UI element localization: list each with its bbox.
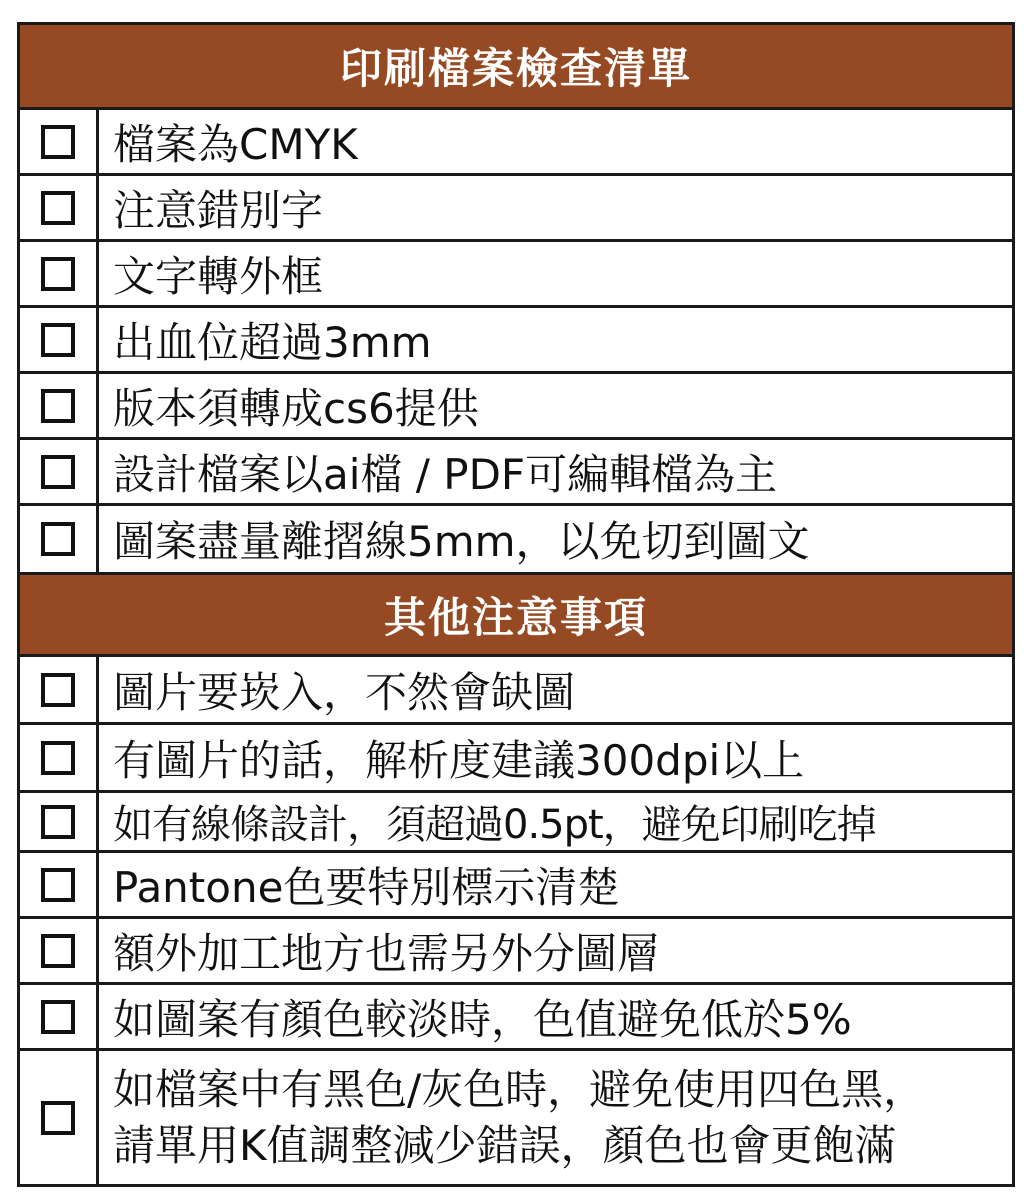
checklist-table bbox=[17, 22, 1015, 1187]
checkbox[interactable] bbox=[41, 673, 75, 707]
checklist-item-label: 檔案為CMYK bbox=[113, 119, 358, 169]
checklist-row bbox=[20, 440, 1012, 506]
checkbox[interactable] bbox=[41, 191, 75, 225]
checklist-item-label: 出血位超過3mm bbox=[113, 317, 432, 367]
checklist-item-label: 如有線條設計，須超過0.5pt，避免印刷吃掉 bbox=[113, 802, 876, 848]
checkbox-cell bbox=[20, 657, 99, 722]
checklist-item-label bbox=[99, 1051, 1012, 1184]
checkbox-cell bbox=[20, 919, 99, 982]
checkbox[interactable] bbox=[41, 1101, 75, 1135]
checklist-item-label: 額外加工地方也需另外分圖層 bbox=[113, 928, 660, 978]
checkbox-cell bbox=[20, 725, 99, 790]
checklist-row bbox=[20, 985, 1012, 1051]
checklist-row bbox=[20, 506, 1012, 572]
checkbox[interactable] bbox=[41, 125, 75, 159]
checklist-item-line: 請單用K值調整減少錯誤，顏色也會更飽滿 bbox=[113, 1120, 897, 1170]
checkbox-cell bbox=[20, 985, 99, 1048]
checklist-row bbox=[20, 176, 1012, 242]
checklist-row bbox=[20, 919, 1012, 985]
section-header-other-notes: 其他注意事項 bbox=[20, 572, 1012, 657]
checkbox[interactable] bbox=[41, 455, 75, 489]
checkbox[interactable] bbox=[41, 805, 75, 839]
checklist-item-label: 文字轉外框 bbox=[113, 251, 324, 301]
checkbox-cell bbox=[20, 374, 99, 437]
checklist-item-label: 圖案盡量離摺線5mm，以免切到圖文 bbox=[113, 517, 810, 566]
checklist-row bbox=[20, 374, 1012, 440]
checkbox-cell bbox=[20, 176, 99, 239]
checklist-row bbox=[20, 1051, 1012, 1184]
checklist-row bbox=[20, 110, 1012, 176]
checkbox[interactable] bbox=[41, 522, 75, 556]
checkbox[interactable] bbox=[41, 868, 75, 902]
checkbox-cell bbox=[20, 110, 99, 173]
section-header-print-checklist: 印刷檔案檢查清單 bbox=[20, 25, 1012, 110]
checkbox-cell bbox=[20, 308, 99, 371]
checkbox-cell bbox=[20, 853, 99, 916]
checklist-row bbox=[20, 793, 1012, 853]
checkbox-cell bbox=[20, 440, 99, 503]
checklist-item-label: 如圖案有顏色較淡時，色值避免低於5% bbox=[113, 994, 852, 1044]
checklist-item-label: Pantone色要特別標示清楚 bbox=[113, 862, 620, 912]
checklist-row bbox=[20, 853, 1012, 919]
checkbox-cell bbox=[20, 793, 99, 850]
checkbox-cell bbox=[20, 1051, 99, 1184]
checkbox-cell bbox=[20, 506, 99, 572]
checklist-row bbox=[20, 657, 1012, 725]
checklist-item-label: 版本須轉成cs6提供 bbox=[113, 383, 479, 433]
checkbox-cell bbox=[20, 242, 99, 305]
checklist-row bbox=[20, 242, 1012, 308]
checklist-item-label: 圖片要崁入，不然會缺圖 bbox=[113, 667, 576, 717]
checkbox[interactable] bbox=[41, 323, 75, 357]
checklist-row bbox=[20, 308, 1012, 374]
checkbox[interactable] bbox=[41, 1000, 75, 1034]
checklist-row bbox=[20, 725, 1012, 793]
checklist-item-label: 注意錯別字 bbox=[113, 185, 324, 235]
checkbox[interactable] bbox=[41, 934, 75, 968]
checkbox[interactable] bbox=[41, 389, 75, 423]
checkbox[interactable] bbox=[41, 741, 75, 775]
checklist-item-label: 設計檔案以ai檔 / PDF可編輯檔為主 bbox=[113, 449, 778, 499]
checklist-item-label: 有圖片的話，解析度建議300dpi以上 bbox=[113, 735, 805, 785]
checkbox[interactable] bbox=[41, 257, 75, 291]
checklist-item-line: 如檔案中有黑色/灰色時，避免使用四色黑， bbox=[113, 1064, 926, 1114]
